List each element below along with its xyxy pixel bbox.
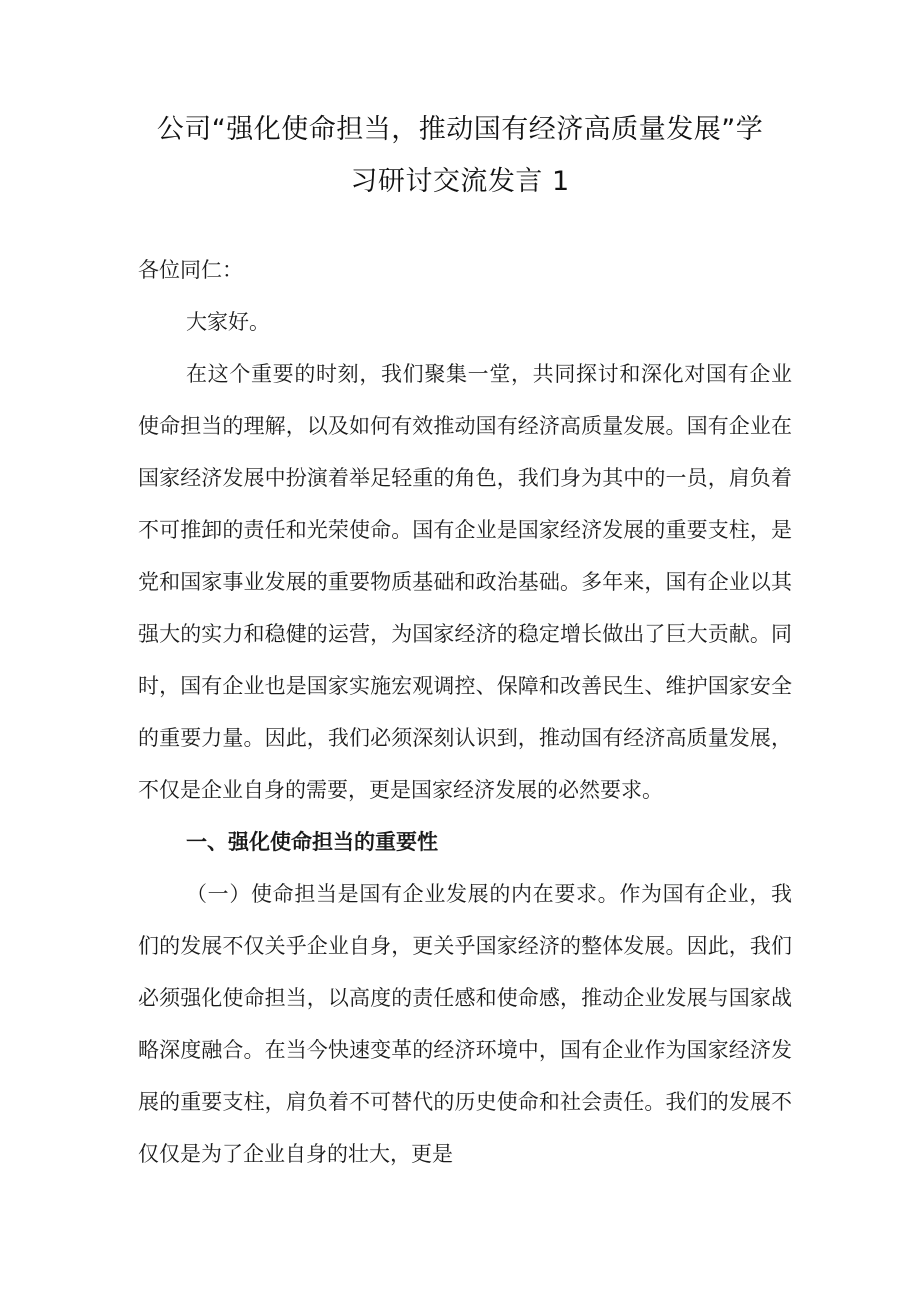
paragraph-section-1-1: （一）使命担当是国有企业发展的内在要求。作为国有企业，我们的发展不仅关乎企业自身，更关乎国家经济的整体发展。因此，我们必须强化使命担当，以高度的责任感和使命感，推动企业发展与国家战略深度融合。在当今快速变革的经济环境中，国有企业作为国家经济发展的重要支柱，肩负着不可替代的历史使命和社会责任。我们的发展不仅仅是为了企业自身的壮大，更是 (138, 882, 792, 1166)
paragraph-intro: 在这个重要的时刻，我们聚集一堂，共同探讨和深化对国有企业使命担当的理解，以及如何有效推动国有经济高质量发展。国有企业在国家经济发展中扮演着举足轻重的角色，我们身为其中的一员，肩负着不可推卸的责任和光荣使命。国有企业是国家经济发展的重要支柱，是党和国家事业发展的重要物质基础和政治基础。多年来，国有企业以其强大的实力和稳健的运营，为国家经济的稳定增长做出了巨大贡献。同时，国有企业也是国家实施宏观调控、保障和改善民生、维护国家安全的重要力量。因此，我们必须深刻认识到，推动国有经济高质量发展，不仅是企业自身的需要，更是国家经济发展的必然要求。 (138, 362, 792, 802)
salutation: 各位同仁： (138, 258, 243, 282)
document-body (138, 244, 792, 1180)
greeting: 大家好。 (186, 310, 270, 334)
title-line-1: 公司“强化使命担当，推动国有经济高质量发展”学 (156, 114, 764, 145)
document-title (130, 104, 790, 208)
section-heading-1: 一、强化使命担当的重要性 (186, 830, 438, 854)
title-line-2: 习研讨交流发言 1 (350, 166, 570, 197)
